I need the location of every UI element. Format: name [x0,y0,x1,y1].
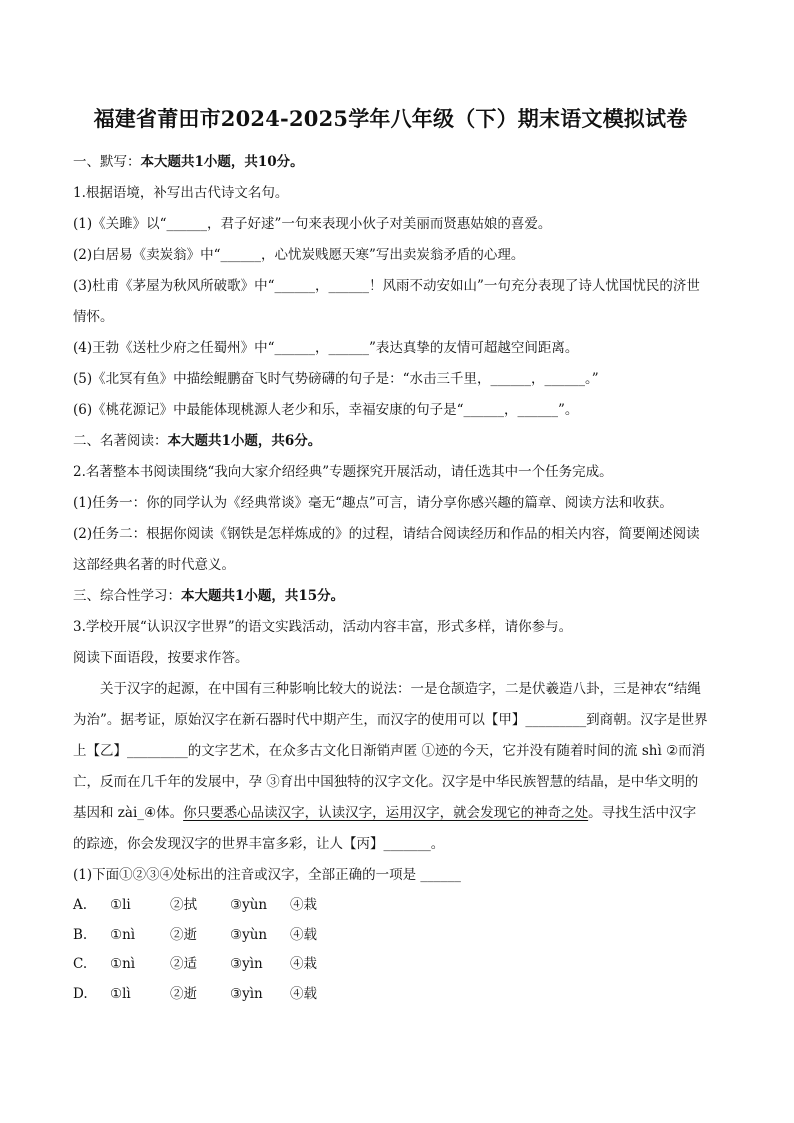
option-part: ①nì [110,926,136,943]
passage-underlined-sentence: 你只要悉心品读汉字，认读汉字，运用汉字，就会发现它的神奇之处 [183,805,589,821]
section-heading-score: 本大题共1小题，共10分。 [140,154,304,170]
option-part: ②逝 [170,926,197,943]
section-heading-prefix: 二、名著阅读： [73,433,168,449]
option-part: ④载 [290,985,317,1002]
section-heading-2 [73,426,708,457]
option-a [73,891,708,921]
option-d [73,980,708,1010]
option-part: ①lì [110,985,131,1002]
option-part: ④载 [290,926,317,943]
option-part: ③yìn [230,956,263,972]
reading-passage [73,674,708,860]
section-heading-score: 本大题共1小题，共6分。 [167,433,322,449]
option-part: ②拭 [170,897,197,913]
option-part: ④栽 [290,956,317,972]
option-part: ②逝 [170,985,197,1002]
option-letter: A. [73,897,88,913]
option-part: ②适 [170,956,197,972]
question-item: (5)《北冥有鱼》中描绘鲲鹏奋飞时气势磅礴的句子是：“水击三千里，______，______。” [73,371,599,387]
question-item: (3)杜甫《茅屋为秋风所破歌》中“______，______！风雨不动安如山”一句充分表现了诗人忧国忧民的济世情怀。 [73,278,700,325]
option-c [73,950,708,980]
answer-options [73,891,708,1009]
question-item: (4)王勃《送杜少府之任蜀州》中“______，______”表达真挚的友情可超越空间距离。 [73,340,579,356]
sub-question: (1)下面①②③④处标出的注音或汉字，全部正确的一项是 ______ [73,867,461,883]
section-heading-score: 本大题共1小题，共15分。 [181,588,345,604]
option-part: ③yìn [230,985,263,1002]
option-letter: B. [73,926,88,943]
option-part: ①nì [110,956,136,972]
section-heading-1 [73,147,708,178]
question-item: (2)任务二：根据你阅读《钢铁是怎样炼成的》的过程，请结合阅读经历和作品的相关内容，简要阐述阅读这部经典名著的时代意义。 [73,526,700,573]
option-letter: D. [73,985,88,1002]
option-part: ①li [110,897,131,913]
question-item: (1)任务一：你的同学认为《经典常谈》毫无“趣点”可言，请分享你感兴趣的篇章、阅读方法和收获。 [73,495,673,511]
question-stem: 3.学校开展“认识汉字世界”的语文实践活动，活动内容丰富，形式多样，请你参与。 [73,619,573,635]
section-heading-prefix: 三、综合性学习： [73,588,181,604]
question-stem: 2.名著整本书阅读围绕“我向大家介绍经典”专题探究开展活动，请任选其中一个任务完成。 [73,464,613,480]
passage-text: 。寻找生活中汉字的踪迹，你会发现汉字的世界丰富多彩，让人【丙】_______。 [73,805,697,852]
reading-instruction: 阅读下面语段，按要求作答。 [73,650,249,666]
question-stem: 1.根据语境，补写出古代诗文名句。 [73,185,289,201]
page-title: 福建省莆田市2024-2025学年八年级（下）期末语文模拟试卷 [93,106,688,131]
question-item: (2)白居易《卖炭翁》中“______，心忧炭贱愿天寒”写出卖炭翁矛盾的心理。 [73,247,525,263]
option-part: ③yùn [230,926,268,943]
question-item: (6)《桃花源记》中最能体现桃源人老少和乐，幸福安康的句子是“______，______”。 [73,402,579,418]
section-heading-prefix: 一、默写： [73,154,141,170]
option-b [73,921,708,951]
question-item: (1)《关雎》以“______，君子好逑”一句来表现小伙子对美丽而贤惠姑娘的喜爱。 [73,216,552,232]
option-letter: C. [73,956,88,972]
option-part: ④栽 [290,897,317,913]
option-part: ③yùn [230,897,268,913]
passage-text: 关于汉字的起源，在中国有三种影响比较大的说法：一是仓颉造字，二是伏羲造八卦，三是神农“结绳为治”。据考证，原始汉字在新石器时代中期产生，而汉字的使用可以【甲】_________到商朝。汉字是世界上【乙】_________的文字艺术，在众多古文化日渐销声匿 ①迹的今天，它并没有随着时间的流 shì ②而消亡，反而在几千年的发展中，孕 ③育出中国独特的汉字文化。汉字是中华民族智慧的结晶，是中华文明的基因和 zài_④体。 [73,681,708,821]
section-heading-3 [73,581,708,612]
